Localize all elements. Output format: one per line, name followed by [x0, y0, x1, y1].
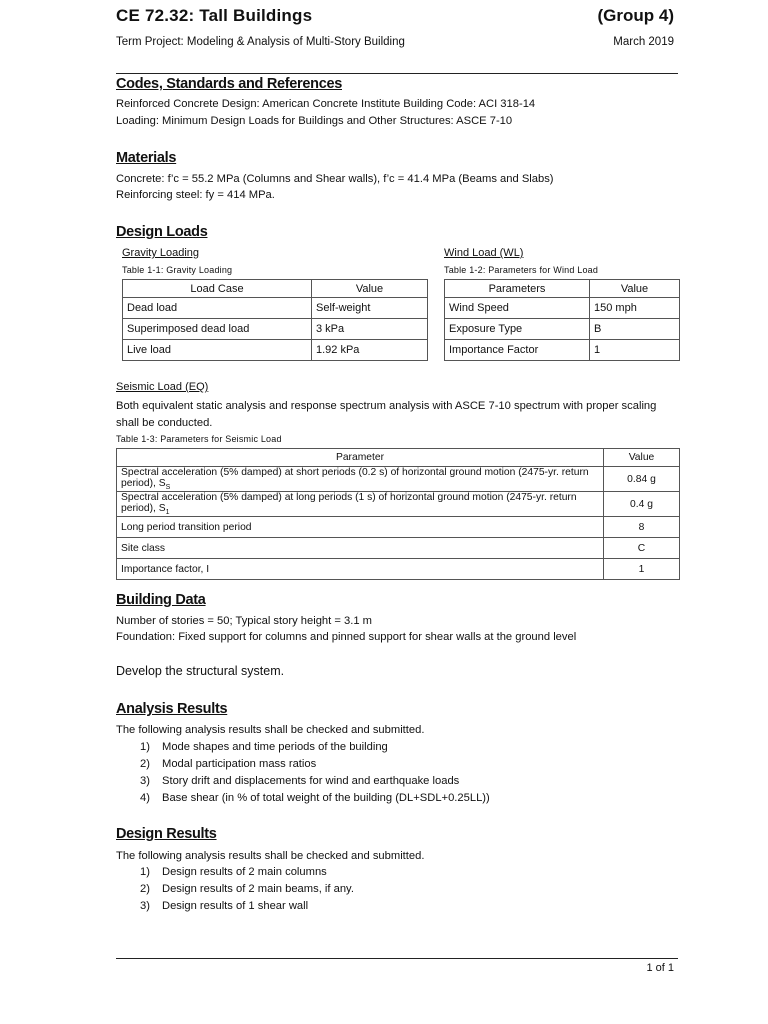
table-row [117, 492, 680, 517]
table-cell: C [604, 538, 680, 559]
materials-line-1: Concrete: f’c = 55.2 MPa (Columns and Shear walls), f’c = 41.4 MPa (Beams and Slabs) [116, 173, 554, 185]
building-heading: Building Data [116, 592, 206, 608]
cell-text: Spectral acceleration (5% damped) at short periods (0.2 s) of horizontal ground motion (2475-yr. return period), S [121, 467, 589, 489]
list-item [116, 756, 490, 773]
list-number: 3) [140, 900, 150, 912]
seismic-header-value: Value [604, 449, 680, 467]
list-text: Design results of 2 main columns [162, 866, 327, 878]
wind-header-parameters: Parameters [445, 280, 590, 298]
building-note: Develop the structural system. [116, 664, 285, 678]
wind-subheading: Wind Load (WL) [444, 247, 524, 259]
design-results-list [116, 864, 354, 915]
analysis-list [116, 739, 490, 807]
list-item [116, 773, 490, 790]
wind-header-value: Value [590, 280, 680, 298]
list-item [116, 739, 490, 756]
list-number: 2) [140, 758, 150, 770]
table-row [117, 559, 680, 580]
page-number: 1 of 1 [646, 962, 674, 974]
gravity-header-value: Value [312, 280, 428, 298]
table-cell: Importance factor, I [117, 559, 604, 580]
document-date: March 2019 [613, 36, 674, 48]
table-cell: Site class [117, 538, 604, 559]
gravity-table-caption: Table 1-1: Gravity Loading [122, 265, 233, 275]
list-item [116, 881, 354, 898]
table-cell: Long period transition period [117, 517, 604, 538]
table-row [117, 538, 680, 559]
table-row [445, 319, 680, 340]
table-cell: Superimposed dead load [123, 319, 312, 340]
header-title-row [116, 6, 674, 30]
table-cell: 3 kPa [312, 319, 428, 340]
table-cell: 8 [604, 517, 680, 538]
list-number: 3) [140, 775, 150, 787]
seismic-table [116, 448, 680, 580]
table-row [445, 340, 680, 361]
cell-text: Spectral acceleration (5% damped) at long periods (1 s) of horizontal ground motion (2475-yr. return period), S [121, 492, 577, 515]
seismic-table-caption: Table 1-3: Parameters for Seismic Load [116, 434, 282, 444]
codes-line-2: Loading: Minimum Design Loads for Buildings and Other Structures: ASCE 7-10 [116, 115, 513, 127]
seismic-header-parameter: Parameter [117, 449, 604, 467]
table-cell: 0.84 g [604, 467, 680, 492]
course-title: CE 72.32: Tall Buildings [116, 6, 313, 25]
gravity-header-loadcase: Load Case [123, 280, 312, 298]
table-cell: 0.4 g [604, 492, 680, 517]
subscript: 1 [165, 509, 170, 517]
codes-heading: Codes, Standards and References [116, 76, 342, 92]
list-number: 4) [140, 792, 150, 804]
list-number: 1) [140, 741, 150, 753]
list-item [116, 790, 490, 807]
list-number: 1) [140, 866, 150, 878]
table-cell: 1 [590, 340, 680, 361]
table-row [445, 298, 680, 319]
table-cell: Self-weight [312, 298, 428, 319]
list-text: Base shear (in % of total weight of the building (DL+SDL+0.25LL)) [162, 792, 490, 804]
table-row [117, 467, 680, 492]
header-subtitle-row [116, 36, 674, 52]
table-cell: 1 [604, 559, 680, 580]
list-item [116, 864, 354, 881]
table-cell: Importance Factor [445, 340, 590, 361]
materials-heading: Materials [116, 150, 177, 166]
table-cell: Exposure Type [445, 319, 590, 340]
list-text: Story drift and displacements for wind and earthquake loads [162, 775, 460, 787]
analysis-intro: The following analysis results shall be checked and submitted. [116, 724, 425, 736]
table-row [123, 340, 428, 361]
table-cell: Wind Speed [445, 298, 590, 319]
list-text: Mode shapes and time periods of the building [162, 741, 388, 753]
list-text: Design results of 2 main beams, if any. [162, 883, 354, 895]
table-cell: Live load [123, 340, 312, 361]
design-loads-heading: Design Loads [116, 224, 208, 240]
footer-divider [116, 958, 678, 959]
codes-line-1: Reinforced Concrete Design: American Concrete Institute Building Code: ACI 318-14 [116, 98, 536, 110]
table-cell [117, 467, 604, 492]
list-item [116, 898, 354, 915]
group-label: (Group 4) [597, 6, 674, 25]
wind-table-caption: Table 1-2: Parameters for Wind Load [444, 265, 599, 275]
table-cell: Dead load [123, 298, 312, 319]
list-text: Modal participation mass ratios [162, 758, 317, 770]
design-results-heading: Design Results [116, 826, 217, 842]
table-row [117, 517, 680, 538]
table-cell: 1.92 kPa [312, 340, 428, 361]
seismic-subheading: Seismic Load (EQ) [116, 381, 209, 393]
building-line-1: Number of stories = 50; Typical story height = 3.1 m [116, 615, 372, 627]
analysis-heading: Analysis Results [116, 701, 228, 717]
building-line-2: Foundation: Fixed support for columns and pinned support for shear walls at the ground level [116, 631, 577, 643]
design-results-intro: The following analysis results shall be checked and submitted. [116, 850, 425, 862]
table-cell: 150 mph [590, 298, 680, 319]
header-divider [116, 73, 678, 74]
list-text: Design results of 1 shear wall [162, 900, 309, 912]
table-cell [117, 492, 604, 517]
table-row [123, 319, 428, 340]
wind-table [444, 279, 680, 361]
seismic-text: Both equivalent static analysis and response spectrum analysis with ASCE 7-10 spectrum with proper scaling shall be conducted. [116, 400, 657, 429]
materials-line-2: Reinforcing steel: fy = 414 MPa. [116, 189, 275, 201]
table-cell: B [590, 319, 680, 340]
gravity-table [122, 279, 428, 361]
project-title: Term Project: Modeling & Analysis of Multi-Story Building [116, 36, 405, 48]
gravity-subheading: Gravity Loading [122, 247, 200, 259]
subscript: S [165, 484, 171, 492]
list-number: 2) [140, 883, 150, 895]
table-row [123, 298, 428, 319]
